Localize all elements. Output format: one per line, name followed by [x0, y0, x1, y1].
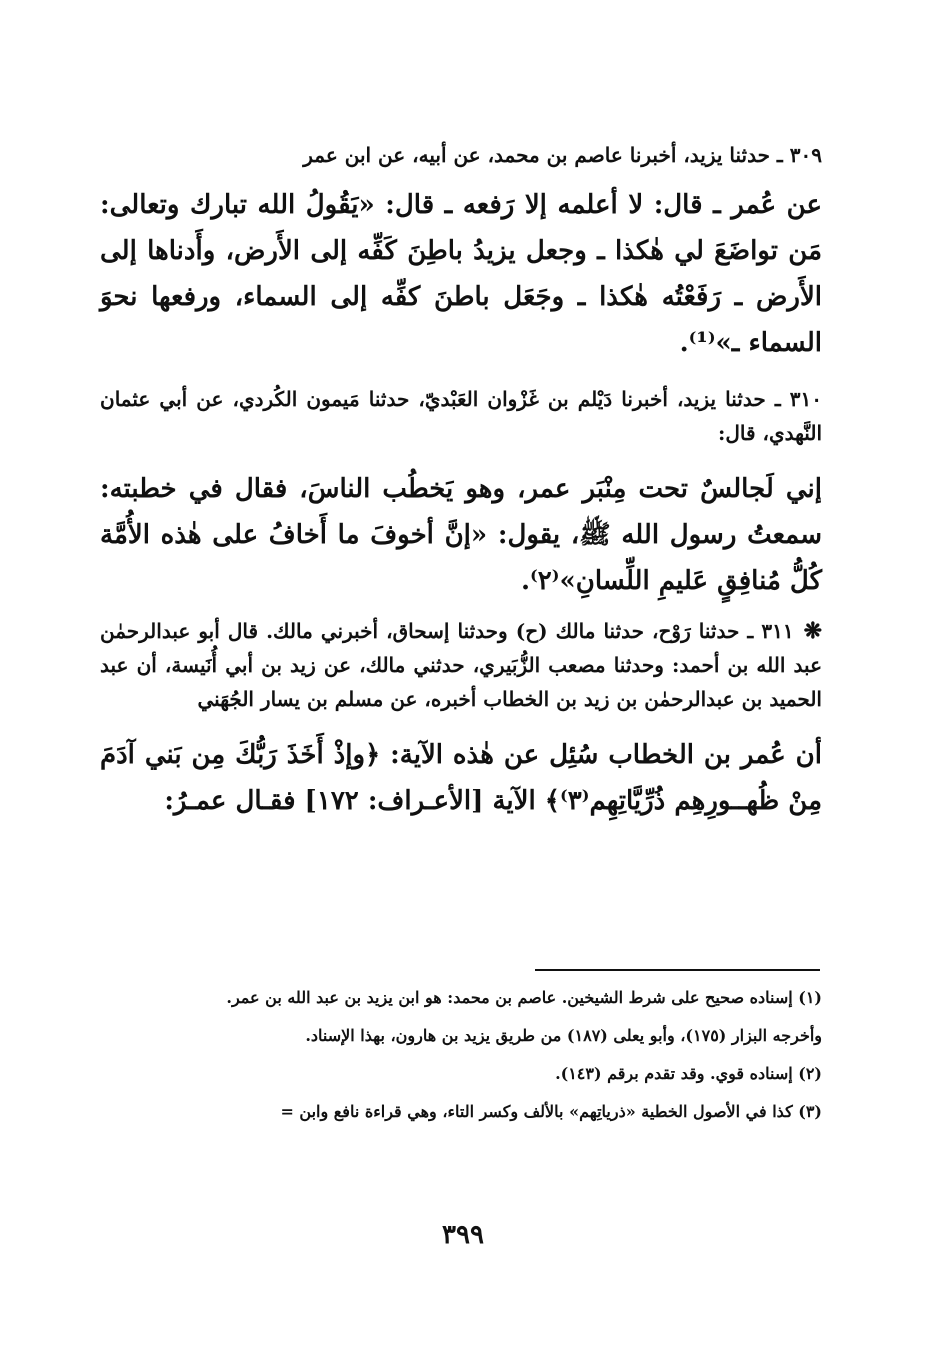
hadith-311-isnad-paragraph: [100, 614, 822, 716]
footnote-1-continued: وأخرجه البزار (١٧٥)، وأبو يعلى (١٨٧) من طريق يزيد بن هارون، بهذا الإسناد.: [305, 1026, 822, 1045]
main-text: [100, 138, 822, 824]
page-number: ٣٩٩: [442, 1220, 484, 1250]
asterisk-icon: ❋: [803, 618, 822, 644]
hadith-310-isnad: ٣١٠ ـ حدثنا يزيد، أخبرنا دَيْلم بن غَزْوان العَبْديّ، حدثنا مَيمون الكُردي، عن أبي عثمان النَّهدي، قال:: [100, 387, 822, 445]
hadith-309-isnad: ٣٠٩ ـ حدثنا يزيد، أخبرنا عاصم بن محمد، عن أبيه، عن ابن عمر: [303, 143, 822, 167]
footnote-3: (٣) كذا في الأصول الخطية «ذرياتِهم» بالألف وكسر التاء، وهي قراءة نافع وابن =: [280, 1102, 822, 1121]
footnote-2: (٢) إسناده قوي. وقد تقدم برقم (١٤٣).: [555, 1064, 822, 1083]
hadith-309-matn: عن عُمر ـ قال: لا أعلمه إلا رَفعه ـ قال: «يَقُولُ الله تبارك وتعالى: مَن تواضَعَ لي هٰكذا ـ وجعل يزيدُ باطِنَ كَفِّه إلى الأَرض، وأَدناها إلى الأَرض ـ رَفَعْتُه هٰكذا ـ وجَعَل باطنَ كفِّه إلى السماء، ورفعها نحوَ السماء ـ»⁽¹⁾.: [100, 190, 822, 358]
footnote-1: (١) إسناده صحيح على شرط الشيخين. عاصم بن محمد: هو ابن يزيد بن عبد الله بن عمر.: [226, 988, 822, 1007]
footnotes: [100, 982, 822, 1128]
footnote-divider: [535, 969, 820, 971]
hadith-311-matn: أن عُمر بن الخطاب سُئِل عن هٰذه الآية: ﴿وإذْ أَخَذَ رَبُّكَ مِن بَني آدَمَ مِنْ ظُهــورِهِم ذُرِّيَّاتِهِم⁽٣⁾﴾ الآية [الأعـراف: ١٧٢] فقـال عمـرُ:: [100, 740, 822, 816]
hadith-310-matn: إني لَجالسٌ تحت مِنْبَر عمر، وهو يَخطُب الناسَ، فقال في خطبته: سمعتُ رسول الله ﷺ، يقول: «إنَّ أخوفَ ما أَخافُ على هٰذه الأُمَّة كُلُّ مُنافِقٍ عَليمِ اللِّسانِ»⁽٢⁾.: [100, 474, 822, 596]
hadith-311-isnad: ٣١١ ـ حدثنا رَوْح، حدثنا مالك (ح) وحدثنا إسحاق، أخبرني مالك. قال أبو عبدالرحمٰن عبد الله بن أحمد: وحدثنا مصعب الزُّبَيري، حدثني مالك، عن زيد بن أبي أُنَيسة، أن عبد الحميد بن عبدالرحمٰن بن زيد بن الخطاب أخبره، عن مسلم بن يسار الجُهَني: [100, 619, 822, 711]
